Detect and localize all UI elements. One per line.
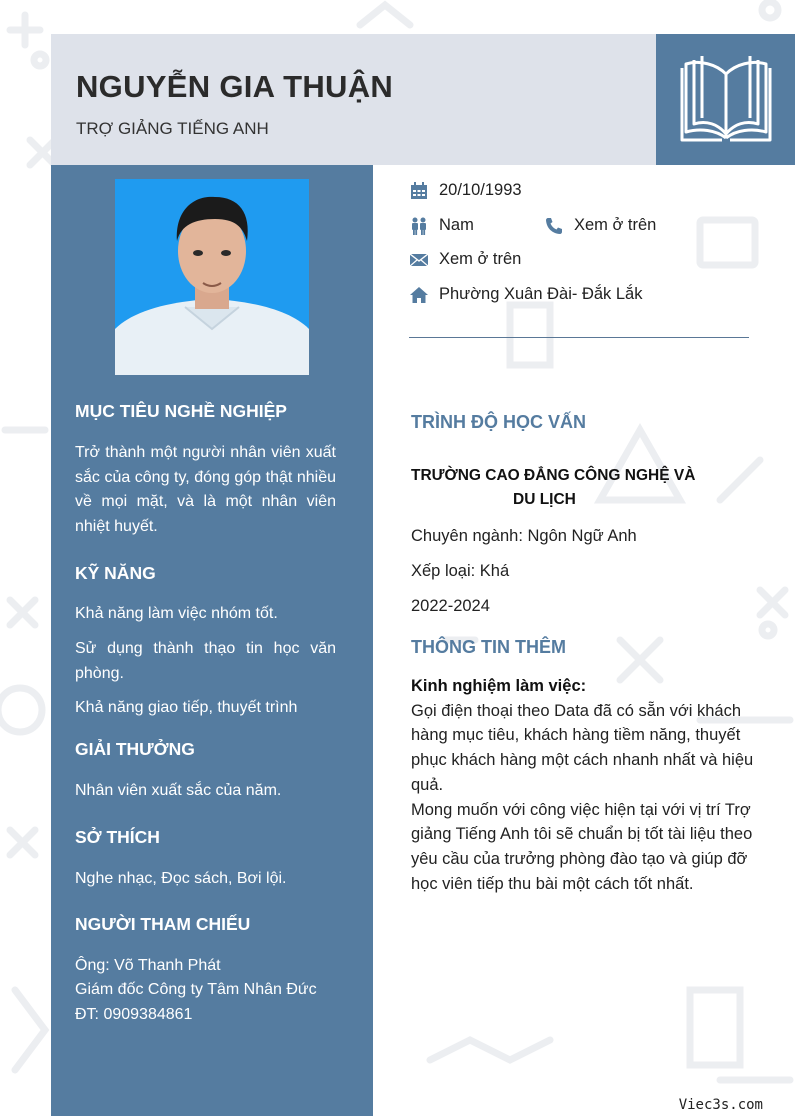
email-value: Xem ở trên (439, 250, 522, 268)
education-heading: TRÌNH ĐỘ HỌC VẤN (411, 412, 586, 432)
mail-icon (410, 251, 428, 269)
calendar-icon (410, 182, 428, 200)
skill-item: Khả năng làm việc nhóm tốt. (75, 605, 278, 622)
address-row (410, 285, 642, 304)
experience-block (411, 674, 761, 896)
phone-row (545, 216, 656, 235)
job-title: TRỢ GIẢNG TIẾNG ANH (76, 119, 269, 138)
grade: Xếp loại: Khá (411, 562, 510, 580)
profile-photo-figure (115, 179, 309, 375)
reference-line: ĐT: 0909384861 (75, 1006, 193, 1023)
candidate-name: NGUYỄN GIA THUẬN (76, 69, 394, 104)
study-years: 2022-2024 (411, 597, 490, 615)
profile-photo (115, 179, 309, 375)
people-icon (410, 217, 428, 235)
skill-item: Sử dụng thành thạo tin học văn phòng. (75, 640, 336, 682)
gender-row (410, 216, 474, 235)
objective-heading: MỤC TIÊU NGHỀ NGHIỆP (75, 401, 287, 421)
skills-heading: KỸ NĂNG (75, 563, 156, 583)
school-name-line2: DU LỊCH (513, 491, 576, 508)
goal-text: Mong muốn với công việc hiện tại với vị trí Trợ giảng Tiếng Anh tôi sẽ chuẩn bị tốt tài liệu theo yêu cầu của trưởng phòng đào tạo và giúp đỡ học viên tiếp thu bài một cách tốt nhất. (411, 800, 753, 893)
skill-item: Khả năng giao tiếp, thuyết trình (75, 699, 298, 716)
address-value: Phường Xuân Đài- Đắk Lắk (439, 285, 643, 303)
phone-icon (545, 217, 563, 235)
experience-text: Gọi điện thoại theo Data đã có sẵn với khách hàng mục tiêu, khách hàng tiềm năng, thuyết phục khách hàng một cách nhanh nhất và hiệu quả. (411, 701, 754, 794)
phone-value: Xem ở trên (574, 216, 657, 234)
section-divider (409, 337, 749, 338)
reference-line: Giám đốc Công ty Tâm Nhân Đức (75, 981, 317, 998)
awards-heading: GIẢI THƯỞNG (75, 739, 195, 759)
experience-label: Kinh nghiệm làm việc: (411, 677, 587, 695)
awards-text: Nhân viên xuất sắc của năm. (75, 782, 282, 799)
major: Chuyên ngành: Ngôn Ngữ Anh (411, 527, 637, 545)
objective-text: Trở thành một người nhân viên xuất sắc của công ty, đóng góp thật nhiều về mọi mặt, và là một nhân viên nhiệt huyết. (75, 444, 336, 535)
logo-box (656, 34, 795, 165)
sidebar (51, 165, 373, 1116)
reference-line: Ông: Võ Thanh Phát (75, 957, 221, 974)
school-name (411, 464, 711, 512)
birthday-row (410, 181, 522, 200)
home-icon (410, 286, 428, 304)
hobbies-heading: SỞ THÍCH (75, 827, 160, 847)
hobbies-text: Nghe nhạc, Đọc sách, Bơi lội. (75, 870, 287, 887)
references-heading: NGƯỜI THAM CHIẾU (75, 914, 251, 934)
open-book-icon (678, 54, 774, 146)
email-row (410, 250, 521, 269)
header-banner (51, 34, 657, 165)
watermark: Viec3s.com (678, 1097, 763, 1113)
gender-value: Nam (439, 216, 474, 234)
main-content (373, 165, 800, 1116)
extra-info-heading: THÔNG TIN THÊM (411, 637, 566, 657)
school-name-line1: TRƯỜNG CAO ĐẲNG CÔNG NGHỆ VÀ (411, 467, 696, 484)
birthday-value: 20/10/1993 (439, 181, 522, 199)
